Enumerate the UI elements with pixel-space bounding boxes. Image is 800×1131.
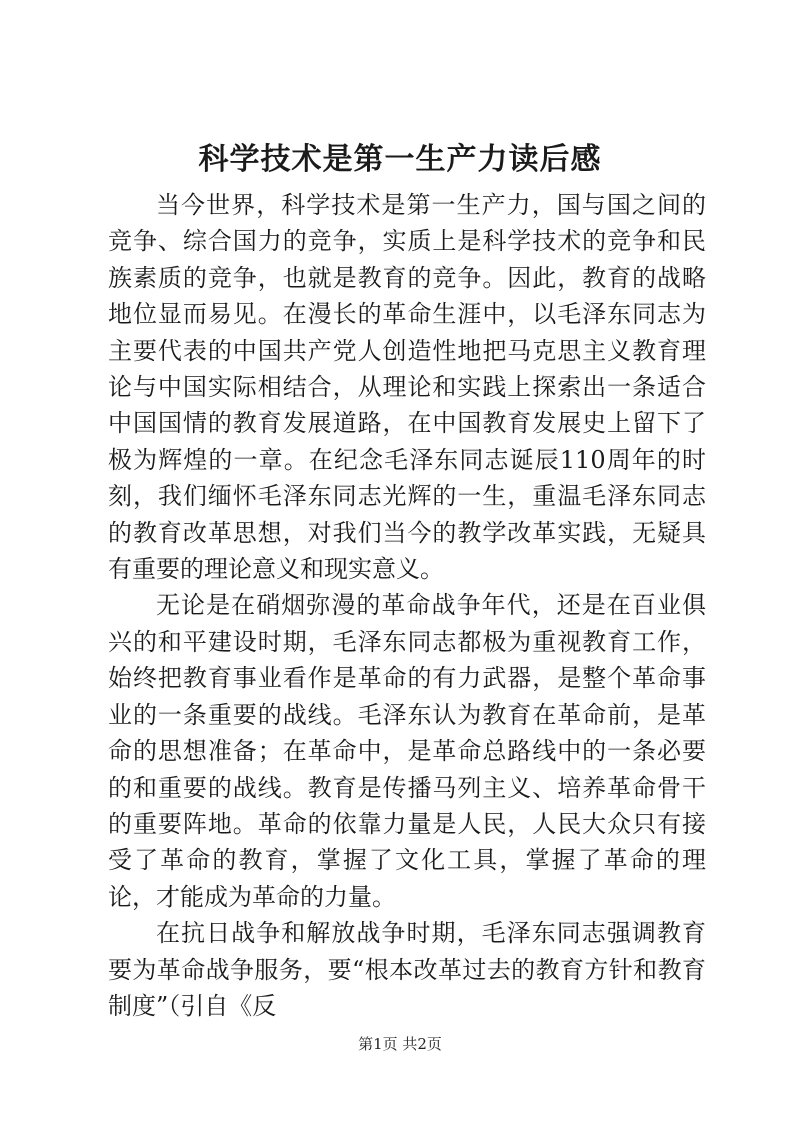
paragraph: 在抗日战争和解放战争时期，毛泽东同志强调教育要为革命战争服务，要“根本改革过去的教育方针和教育制度”（引自《反 bbox=[108, 919, 706, 1020]
paragraph: 无论是在硝烟弥漫的革命战争年代，还是在百业俱兴的和平建设时期，毛泽东同志都极为重视教育工作，始终把教育事业看作是革命的有力武器，是整个革命事业的一条重要的战线。毛泽东认为教育在革命前，是革命的思想准备；在革命中，是革命总路线中的一条必要的和重要的战线。教育是传播马列主义、培养革命骨干的重要阵地。革命的依靠力量是人民，人民大众只有接受了革命的教育，掌握了文化工具，掌握了革命的理论，才能成为革命的力量。 bbox=[108, 591, 706, 911]
paragraph: 当今世界，科学技术是第一生产力，国与国之间的竞争、综合国力的竞争，实质上是科学技术的竞争和民族素质的竞争，也就是教育的竞争。因此，教育的战略地位显而易见。在漫长的革命生涯中，以毛泽东同志为主要代表的中国共产党人创造性地把马克思主义教育理论与中国实际相结合，从理论和实践上探索出一条适合中国国情的教育发展道路，在中国教育发展史上留下了极为辉煌的一章。在纪念毛泽东同志诞辰110周年的时刻，我们缅怀毛泽东同志光辉的一生，重温毛泽东同志的教育改革思想，对我们当今的教学改革实践，无疑具有重要的理论意义和现实意义。 bbox=[108, 191, 706, 584]
document-title: 科学技术是第一生产力读后感 bbox=[198, 142, 602, 177]
page-footer: 第1页 共2页 bbox=[358, 1035, 442, 1053]
document-body bbox=[108, 187, 706, 1024]
